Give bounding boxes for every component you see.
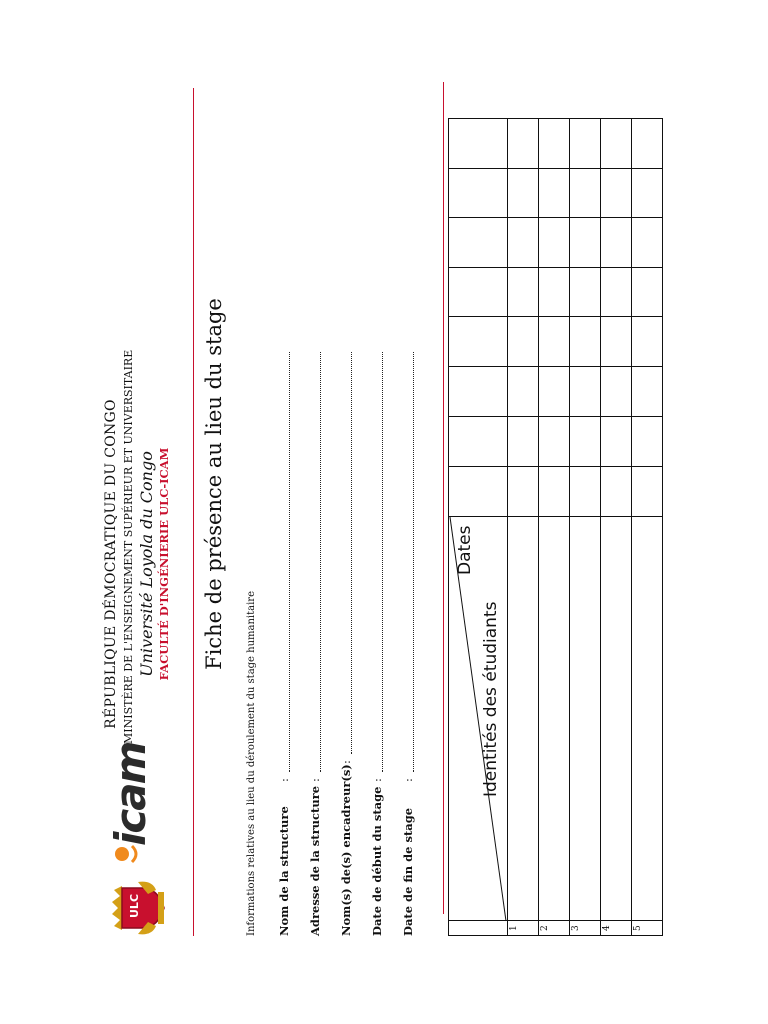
field-colon: :	[401, 778, 415, 782]
republic-heading: RÉPUBLIQUE DÉMOCRATIQUE DU CONGO	[103, 399, 119, 729]
row-number: 2	[540, 925, 550, 931]
attendance-table	[448, 118, 663, 936]
field-colon: :	[370, 778, 384, 782]
row-number: 5	[633, 925, 643, 931]
ulc-logo-text: ULC	[128, 893, 141, 918]
field-label-end-date: Date de fin de stage	[401, 807, 415, 936]
ministry-heading: MINISTÈRE DE L'ENSEIGNEMENT SUPÉRIEUR ET UNIVERSITAIRE	[122, 349, 135, 744]
row-number: 4	[602, 925, 612, 931]
bottom-red-rule	[443, 82, 444, 914]
structure-name-field[interactable]	[280, 352, 290, 772]
table-hline	[569, 119, 570, 935]
page-title: Fiche de présence au lieu du stage	[202, 298, 226, 670]
field-label-supervisors: Nom(s) de(s) encadreur(s)	[339, 764, 353, 936]
row-number: 1	[509, 925, 519, 931]
intro-text: Informations relatives au lieu du déroulement du stage humanitaire	[246, 591, 257, 936]
icam-logo-text: icam	[106, 742, 155, 846]
table-hline	[631, 119, 632, 935]
field-colon: :	[308, 778, 322, 782]
field-colon: :	[339, 760, 353, 764]
structure-address-field[interactable]	[311, 352, 321, 772]
table-hline	[600, 119, 601, 935]
ulc-crest-logo	[108, 880, 168, 936]
field-label-structure-name: Nom de la structure	[277, 806, 291, 936]
field-label-start-date: Date de début du stage	[370, 786, 384, 936]
start-date-field[interactable]	[373, 352, 383, 772]
table-hline	[538, 119, 539, 935]
field-label-structure-address: Adresse de la structure	[308, 785, 322, 936]
faculty-heading: FACULTÉ D'INGÉNIERIE ULC-ICAM	[157, 447, 171, 681]
students-header: Identités des étudiants	[481, 601, 501, 797]
table-hline	[507, 119, 508, 935]
row-number: 3	[571, 925, 581, 931]
university-heading: Université Loyola du Congo	[137, 451, 156, 677]
icam-logo	[100, 742, 170, 866]
supervisors-field[interactable]	[342, 352, 352, 754]
top-red-rule	[193, 88, 194, 936]
end-date-field[interactable]	[404, 352, 414, 772]
field-colon: :	[277, 778, 291, 782]
dates-header: Dates	[455, 525, 475, 575]
